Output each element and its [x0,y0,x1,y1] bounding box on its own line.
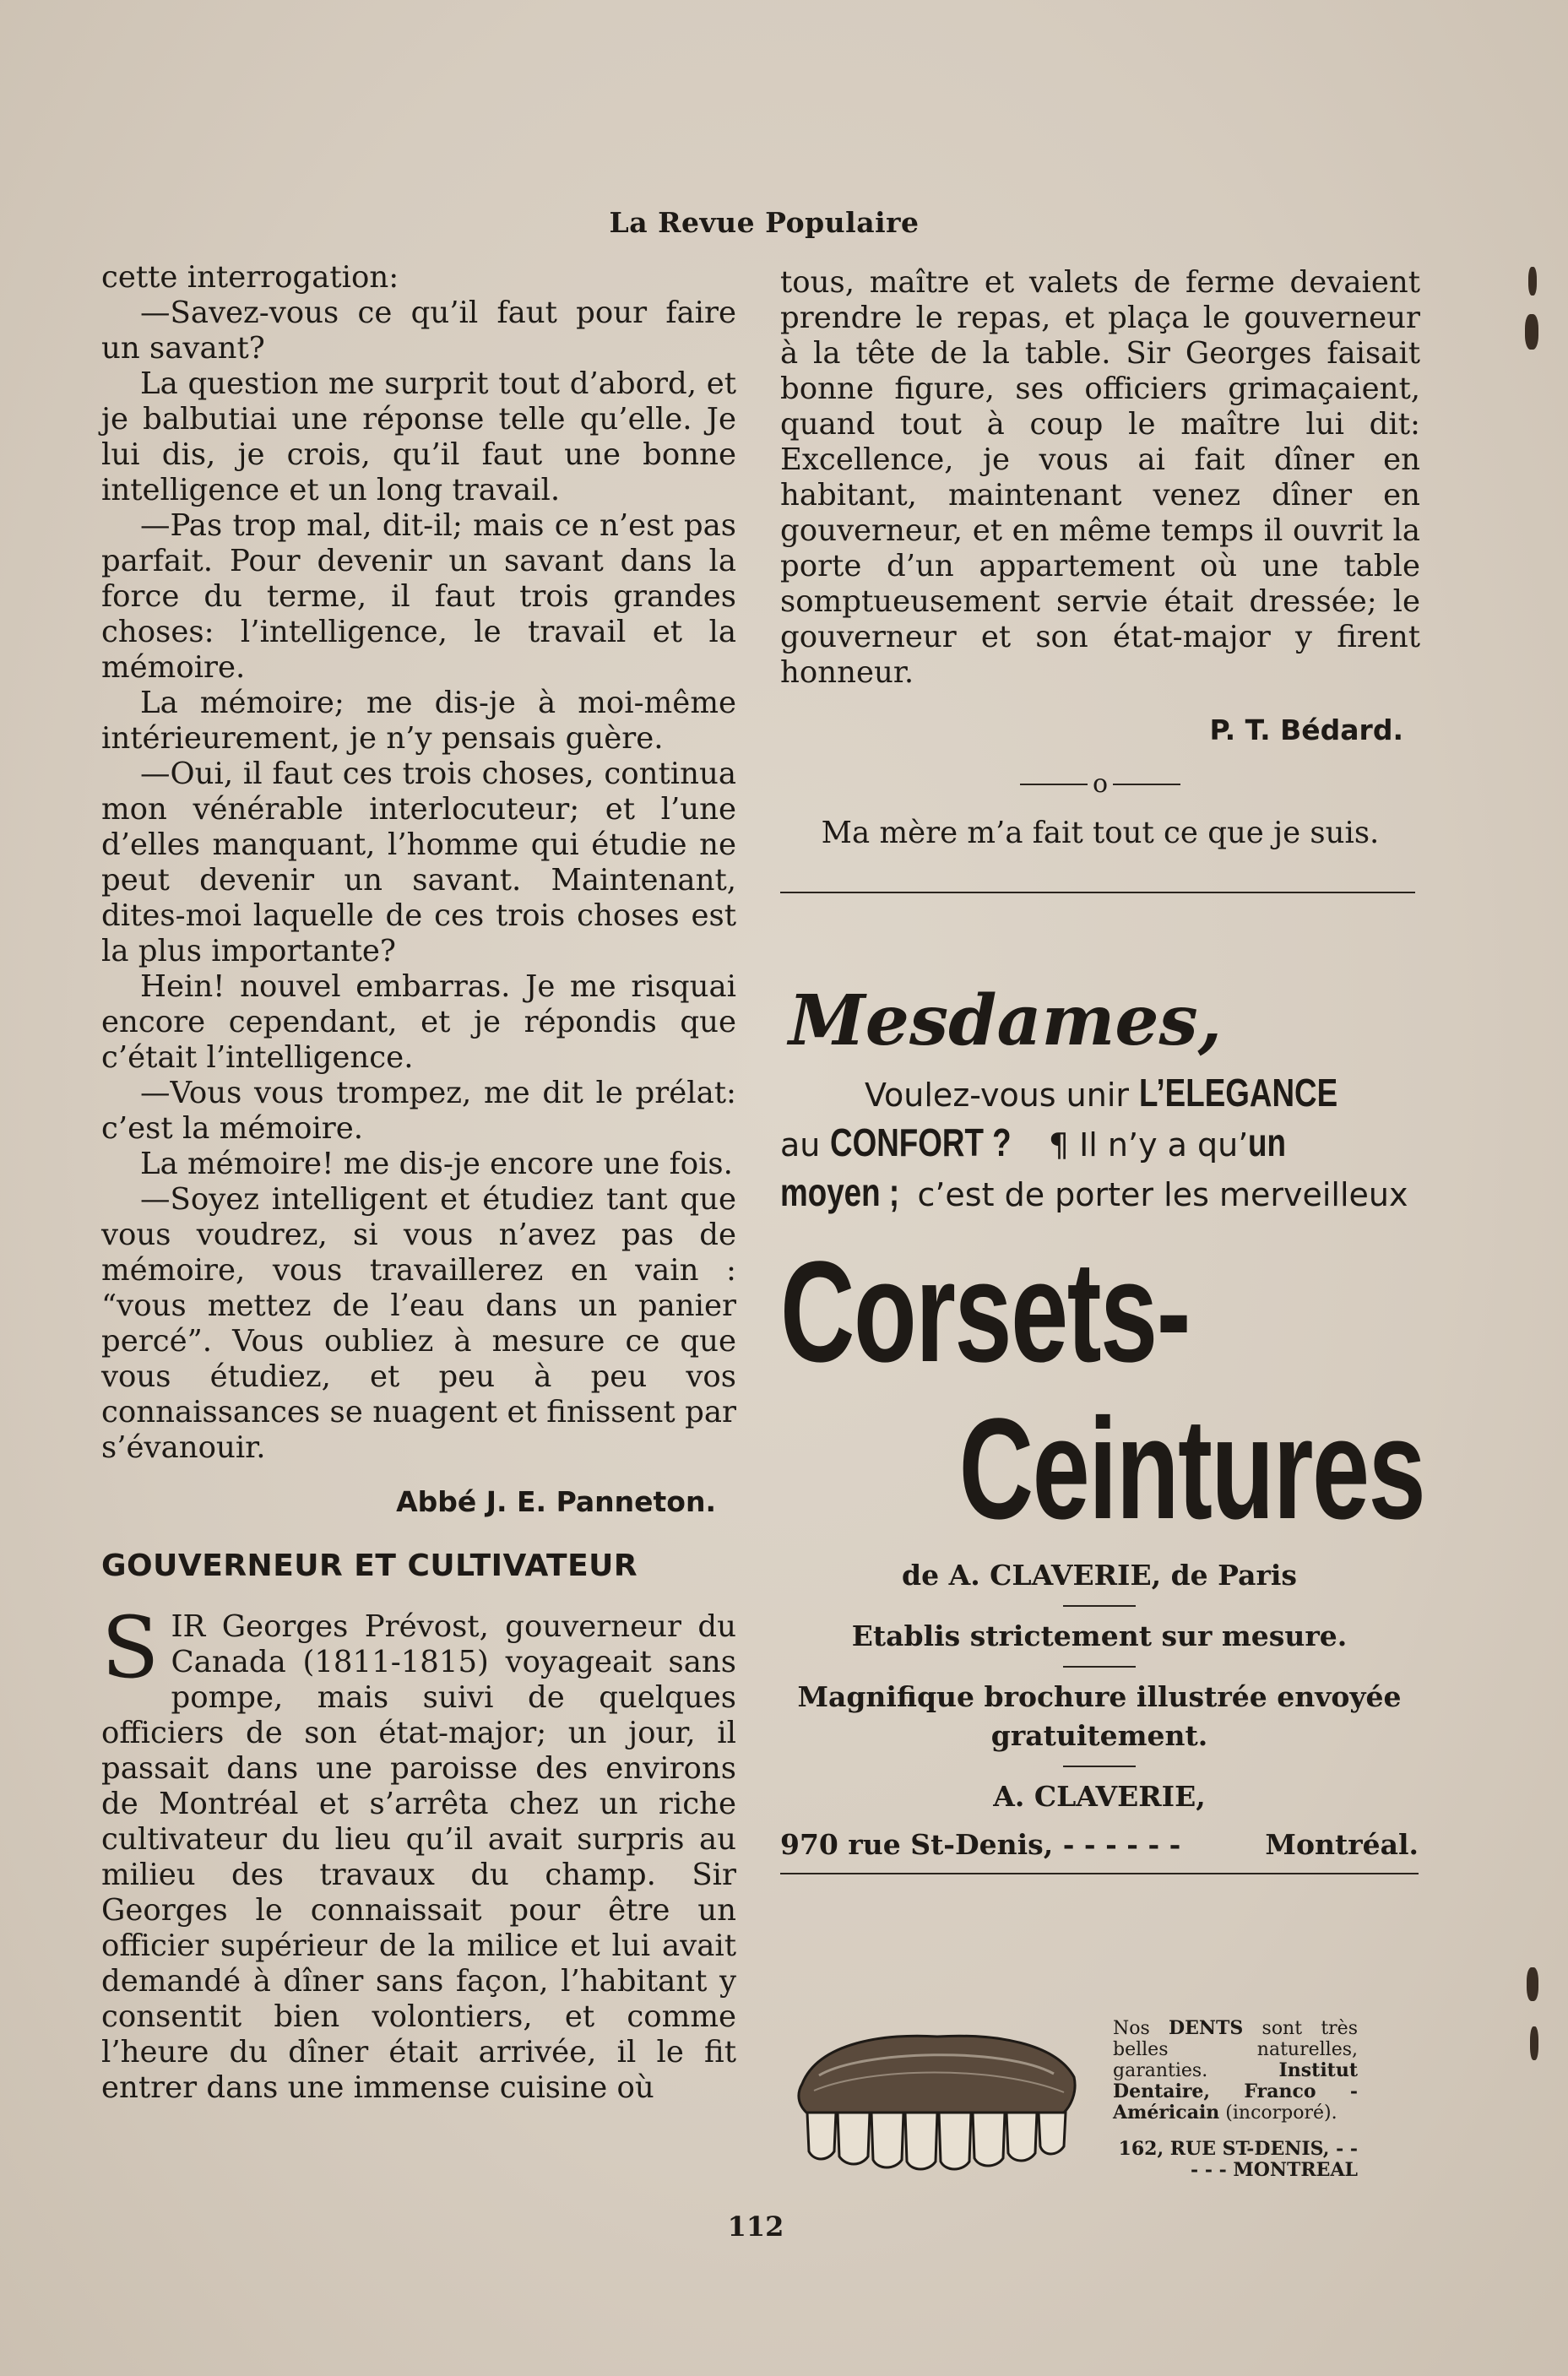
paragraph: —Oui, il faut ces trois choses, continua mon vénérable interlocuteur; et l’une d’elles manquant, l’homme qui étudie ne peut devenir un savant. Maintenant, dites-moi laquelle de ces trois choses est la plus importante? [101,757,736,968]
paragraph: —Savez-vous ce qu’il faut pour faire un savant? [101,296,736,366]
ad-address [780,1828,1419,1861]
ad-tagline: Etablis strictement sur mesure. [851,1619,1348,1652]
product-name-line2: Ceintures [958,1389,1425,1549]
running-header: La Revue Populaire [609,206,920,239]
ad-text: Voulez-vous unir [865,1077,1140,1114]
ad-text: ¶ Il n’y a qu’ [1038,1126,1249,1164]
author-signature: P. T. Bédard. [1209,713,1403,746]
ad-emphasis: un [1248,1120,1287,1164]
dental-ad-text [1113,2018,1358,2181]
separator-mark: o [1092,769,1109,799]
dental-text: (incorporé). [1219,2102,1337,2124]
ad-tagline: Magnifique brochure illustrée envoyée gratuitement. [797,1680,1402,1752]
product-name-line1: Corsets- [780,1232,1191,1392]
ad-name: A. CLAVERIE, [993,1780,1206,1813]
dental-emphasis: DENTS [1169,2017,1244,2039]
ink-blot [1527,1967,1538,2001]
right-column [780,265,1420,893]
paragraph: —Soyez intelligent et étudiez tant que vous voudrez, si vous n’avez pas de mémoire, vous travaillerez en vain : “vous mettez de l’eau dans un panier percé”. Vous oubliez à mesure ce que vous étudiez, et peu à peu vos connaissances se nuagent et finissent par s’évanouir. [101,1182,736,1465]
section-title: GOUVERNEUR ET CULTIVATEUR [101,1549,638,1583]
dental-advertisement [785,2018,1419,2187]
ad-emphasis: L’ELEGANCE [1139,1071,1338,1115]
ad-line [780,1169,1419,1218]
paragraph: Hein! nouvel embarras. Je me risquai encore cependant, et je répondis que c’était l’intelligence. [101,969,736,1075]
drop-cap: S [101,1598,160,1697]
dental-text: Nos [1113,2018,1169,2039]
dentures-icon [785,2025,1089,2177]
ad-divider [1063,1605,1136,1607]
paragraph: La mémoire! me dis-je encore une fois. [140,1147,733,1181]
ad-bottom-rule [780,1873,1419,1874]
ad-line [780,1069,1419,1119]
ad-heading: Mesdames, [789,980,1223,1061]
ad-divider [1063,1766,1136,1767]
ad-emphasis: moyen ; [780,1170,900,1214]
story-paragraph [101,1598,736,2106]
ink-blot [1530,2026,1538,2060]
separator-rule [1020,784,1088,785]
paragraph: La question me surprit tout d’abord, et je balbutiai une réponse telle qu’elle. Je lui dis, je crois, qu’il faut une bonne intelligence et un long travail. [101,366,736,507]
ad-divider [1063,1666,1136,1668]
ad-street: 970 rue St-Denis, - - - - - - [780,1828,1181,1861]
ad-emphasis: CONFORT ? [830,1120,1012,1164]
paragraph: La mémoire; me dis-je à moi-même intérieurement, je n’y pensais guère. [101,686,736,756]
ad-text: au [780,1126,831,1164]
author-signature: Abbé J. E. Panneton. [396,1485,716,1518]
divider [780,892,1415,893]
quote: Ma mère m’a fait tout ce que je suis. [821,816,1380,850]
ad-text: c’est de porter les merveilleux [907,1176,1408,1213]
story-text: IR Georges Prévost, gouverneur du Canada (1811-1815) voyageait sans pompe, mais suivi de quelques officiers de son état-major; un jour, il passait dans une paroisse des environs de Montréal et s’arrêta chez un riche cultivateur du lieu qu’il avait surpris au milieu des travaux du champ. Sir Georges le connaissait pour être un officier supérieur de la milice et lui avait demandé à dîner sans façon, l’habitant y consentit bien volontiers, et comme l’heure du dîner était arrivée, il le fit entrer dans une immense cuisine où [101,1609,736,2105]
left-column [101,260,736,2106]
dental-emphasis: Institut Dentaire, Franco - Américain [1113,2059,1358,2124]
ad-city: Montréal. [1265,1828,1419,1861]
ad-line [780,1119,1419,1169]
story-continuation: tous, maître et valets de ferme devaient prendre le repas, et plaça le gouverneur à la tête de la table. Sir Georges faisait bonne figure, ses officiers grimaçaient, quand tout à coup le maître lui dit: Excellence, je vous ai fait dîner en habitant, maintenant venez dîner en gouverneur, et en même temps il ouvrit la porte d’un appartement où une table somptueusement servie était dressée; le gouverneur et son état-major y firent honneur. [780,265,1420,690]
separator-rule [1113,784,1180,785]
paragraph: cette interrogation: [101,260,399,295]
separator [780,767,1420,802]
paragraph: —Pas trop mal, dit-il; mais ce n’est pas parfait. Pour devenir un savant dans la force du terme, il faut trois grandes choses: l’intelligence, le travail et la mémoire. [101,508,736,685]
dental-text: sont très belles naturelles, garanties. [1113,2018,1358,2081]
page-number: 112 [727,2211,784,2243]
dental-ad-copy [1113,2018,1358,2124]
ink-blot [1528,267,1537,296]
paragraph: —Vous vous trompez, me dit le prélat: c’est la mémoire. [101,1076,736,1146]
ad-body [780,1069,1419,1218]
corset-advertisement [780,979,1425,1874]
ink-blot [1525,314,1538,350]
ad-maker: de A. CLAVERIE, de Paris [902,1559,1297,1592]
dental-address: 162, RUE ST-DENIS, - - - - - MONTREAL [1118,2138,1358,2181]
